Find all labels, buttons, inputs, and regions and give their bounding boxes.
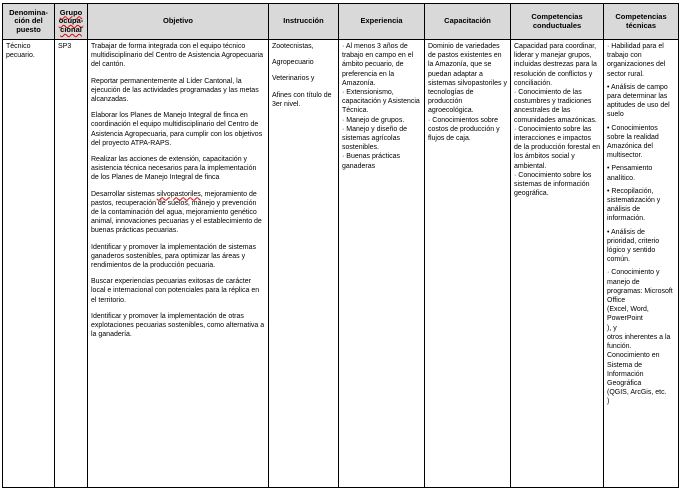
instruccion-line: Veterinarios y [272,75,315,83]
cell-objetivo [88,40,269,488]
experiencia-item: · Manejo de grupos. [342,116,405,124]
conductuales-item: Capacidad para coordinar, liderar y manejar grupos, incluidas destrezas para la resolución de conflictos y conciliación. [514,43,597,87]
header-grupo [55,4,88,40]
objetivo-paragraph: Identificar y promover la implementación de otras explotaciones pecuarias sostenibles, como alternativa a la ganadería. [91,312,265,339]
tecnicas-item: otros inherentes a la función. [607,333,671,351]
grupo-text: SP3 [58,43,72,50]
objetivo-paragraph: Identificar y promover la implementación de sistemas ganaderos sostenibles, para optimizar las áreas y rendimientos de la producción pecuaria. [91,243,256,270]
objetivo-paragraph: Realizar las acciones de extensión, capacitación y asistencia técnica necesarios para la implementación de los Planes de Manejo Integral de finca [91,156,257,182]
cell-grupo [55,40,88,488]
experiencia-item: · Al menos 3 años de trabajo en campo en el ámbito pecuario, de preferencia en la Amazonía. [342,43,414,87]
cell-denominacion [3,40,55,488]
tecnicas-item: • Recopilación, sistematización y análisis de información. [607,187,661,223]
conductuales-item: · Conocimiento de las costumbres y tradiciones ancestrales de las comunidades amazónicas. [514,89,597,124]
tecnicas-item: ), y [607,324,617,332]
tecnicas-item: · Habilidad para el trabajo con organizaciones del sector rural. [607,43,666,78]
tecnicas-item: · Conocimiento y manejo de programas: Microsoft Office [607,269,673,305]
header-objetivo: Objetivo [88,4,269,40]
tecnicas-item: (Excel, Word, PowerPoint [607,306,649,323]
cell-conductuales [511,40,604,488]
denominacion-text: Técnico pecuario. [6,43,35,60]
conductuales-item: · Conocimiento sobre las interacciones e impactos de la producción forestal en los ámbitos social y ambiental. [514,125,600,170]
objetivo-wavy-word: silvopastoriles [156,190,201,198]
cell-tecnicas [604,40,679,488]
tecnicas-item: ) [607,398,610,406]
experiencia-item: · Buenas prácticas ganaderas [342,153,400,170]
cell-instruccion [269,40,339,488]
header-instruccion: Instrucción [269,4,339,40]
header-conductuales: Competencias conductuales [511,4,604,40]
job-profile-table [2,3,679,488]
objetivo-paragraph: Trabajar de forma integrada con el equipo técnico multidisciplinario del Centro de Asistencia Agropecuaria del cantón. [91,43,263,69]
header-denominacion: Denomina-ción del puesto [3,4,55,40]
objetivo-paragraph: Buscar experiencias pecuarias exitosas de carácter local e internacional con potenciales para la réplica en el territorio. [91,278,260,304]
objetivo-paragraph: Reportar permanentemente al Líder Cantonal, la ejecución de las actividades programadas y las metas alcanzadas. [91,77,259,104]
objetivo-wavy-after: , mejoramiento de pastos, recuperación de suelos, manejo y prevención de la contaminación del agua, mejoramiento genético animal, innovaciones pecuarias y el establecimiento de buenas prácticas pecuarias. [91,190,262,235]
objetivo-wavy-before: Desarrollar sistemas [91,190,157,198]
objetivo-paragraph: Elaborar los Planes de Manejo Integral de finca en coordinación el equipo multidisciplinario del Centro de Asistencia Agropecuaria, para cumplir con los objetivos del proyecto ATPA-RAPS. [91,112,263,147]
instruccion-line: Zootecnistas, [272,43,314,50]
tecnicas-item: • Análisis de prioridad, criterio lógico y sentido común. [607,228,660,264]
conductuales-item: · Conocimiento sobre los sistemas de información geográfica. [514,171,592,198]
objetivo-paragraph-silvopastoriles [91,190,265,236]
experiencia-item: · Manejo y diseño de sistemas agrícolas sostenibles. [342,125,407,152]
tecnicas-item: • Pensamiento analítico. [607,165,653,182]
header-row [3,4,679,40]
tecnicas-item: • Análisis de campo para determinar las aptitudes de uso del suelo [607,83,670,119]
cell-capacitacion [425,40,511,488]
instruccion-line: Afines con título de 3er nivel. [272,91,332,108]
header-grupo-text: Grupo ocupa-cional [58,7,84,34]
capacitacion-item: Dominio de variedades de pastos existentes en la Amazonía, que se puedan adaptar a sistemas silvopastoriles y tecnologías de producción agroecológica. [428,43,507,115]
capacitacion-item: · Conocimientos sobre costos de producción y flujos de caja. [428,116,500,143]
tecnicas-item: (QGIS, ArcGis, etc. [607,389,667,397]
experiencia-item: · Extensionismo, capacitación y Asistencia Técnica. [342,89,420,115]
tecnicas-item: • Conocimientos sobre la realidad Amazónica del multisector. [607,124,659,160]
header-capacitacion: Capacitación [425,4,511,40]
header-experiencia: Experiencia [339,4,425,40]
cell-experiencia [339,40,425,488]
table-row [3,40,679,488]
tecnicas-item: Conocimiento en Sistema de Información Geográfica [607,352,660,387]
instruccion-line: Agropecuario [272,59,314,67]
header-tecnicas: Competencias técnicas [604,4,679,40]
